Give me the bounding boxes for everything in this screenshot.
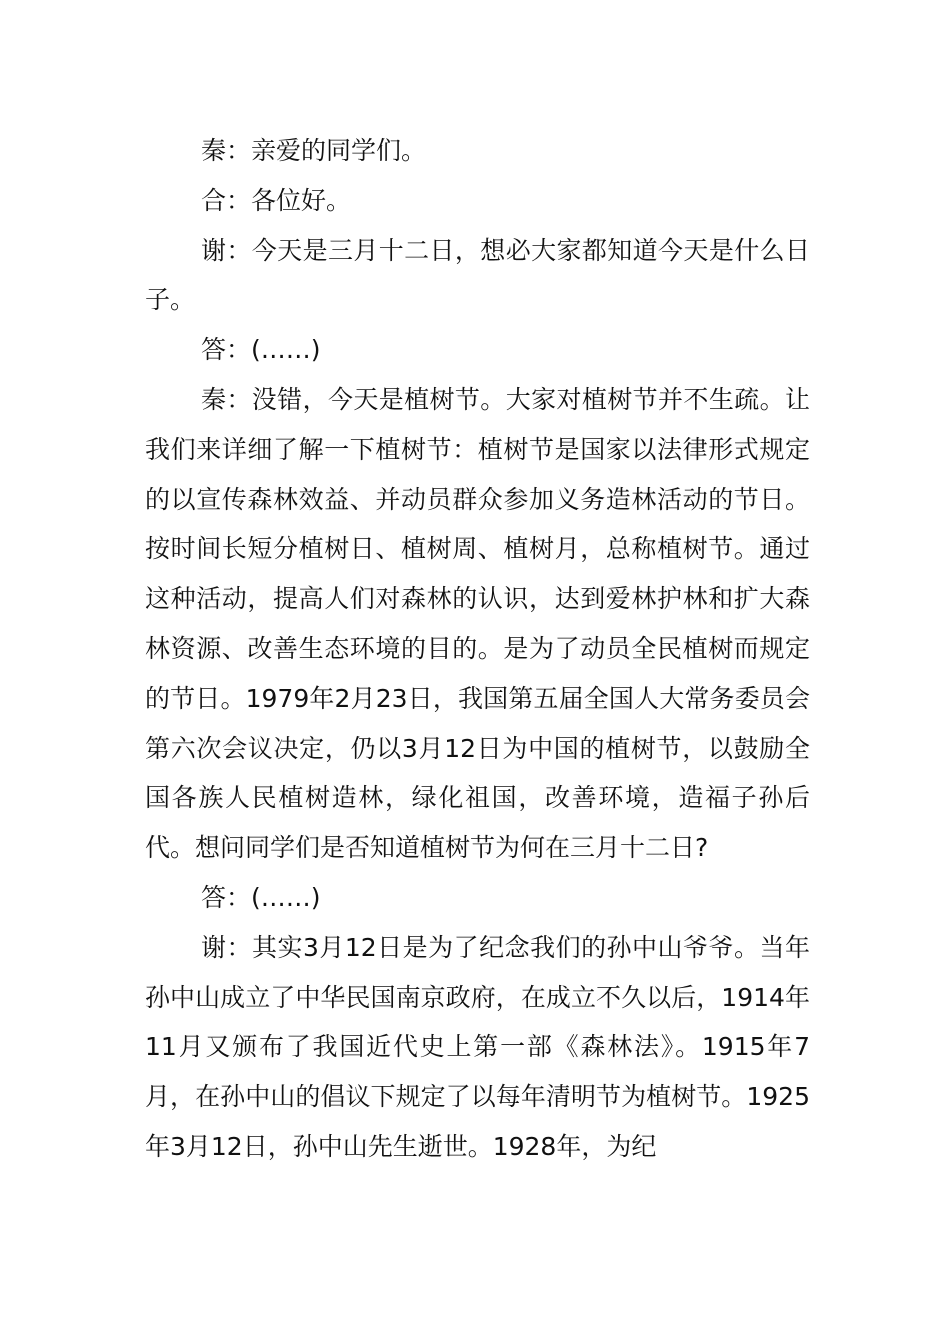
paragraph-answer-1: 答：(……) <box>201 335 321 365</box>
paragraph-xie-question: 谢：今天是三月十二日，想必大家都知道今天是什么日子。 <box>145 235 810 315</box>
paragraph-qin-arbor-day: 秦：没错，今天是植树节。大家对植树节并不生疏。让我们来详细了解一下植树节：植树节是国家以法律形式规定的以宣传森林效益、并动员群众参加义务造林活动的节日。按时间长短分植树日、植树周、植树月，总称植树节。通过这种活动，提高人们对森林的认识，达到爱林护林和扩大森林资源、改善生态环境的目的。是为了动员全民植树而规定的节日。1979年2月23日，我国第五届全国人大常务委员会第六次会议决定，仍以3月12日为中国的植树节，以鼓励全国各族人民植树造林，绿化祖国，改善环境，造福子孙后代。想问同学们是否知道植树节为何在三月十二日? <box>145 384 810 863</box>
document-page <box>145 126 810 1172</box>
paragraph-xie-sun-yatsen: 谢：其实3月12日是为了纪念我们的孙中山爷爷。当年孙中山成立了中华民国南京政府，在成立不久以后，1914年11月又颁布了我国近代史上第一部《森林法》。1915年7月，在孙中山的倡议下规定了以每年清明节为植树节。1925年3月12日，孙中山先生逝世。1928年，为纪 <box>145 932 810 1161</box>
paragraph-qin-greeting: 秦：亲爱的同学们。 <box>201 136 427 165</box>
paragraph-answer-2: 答：(……) <box>201 882 321 912</box>
paragraph-he-greeting: 合：各位好。 <box>201 185 352 215</box>
